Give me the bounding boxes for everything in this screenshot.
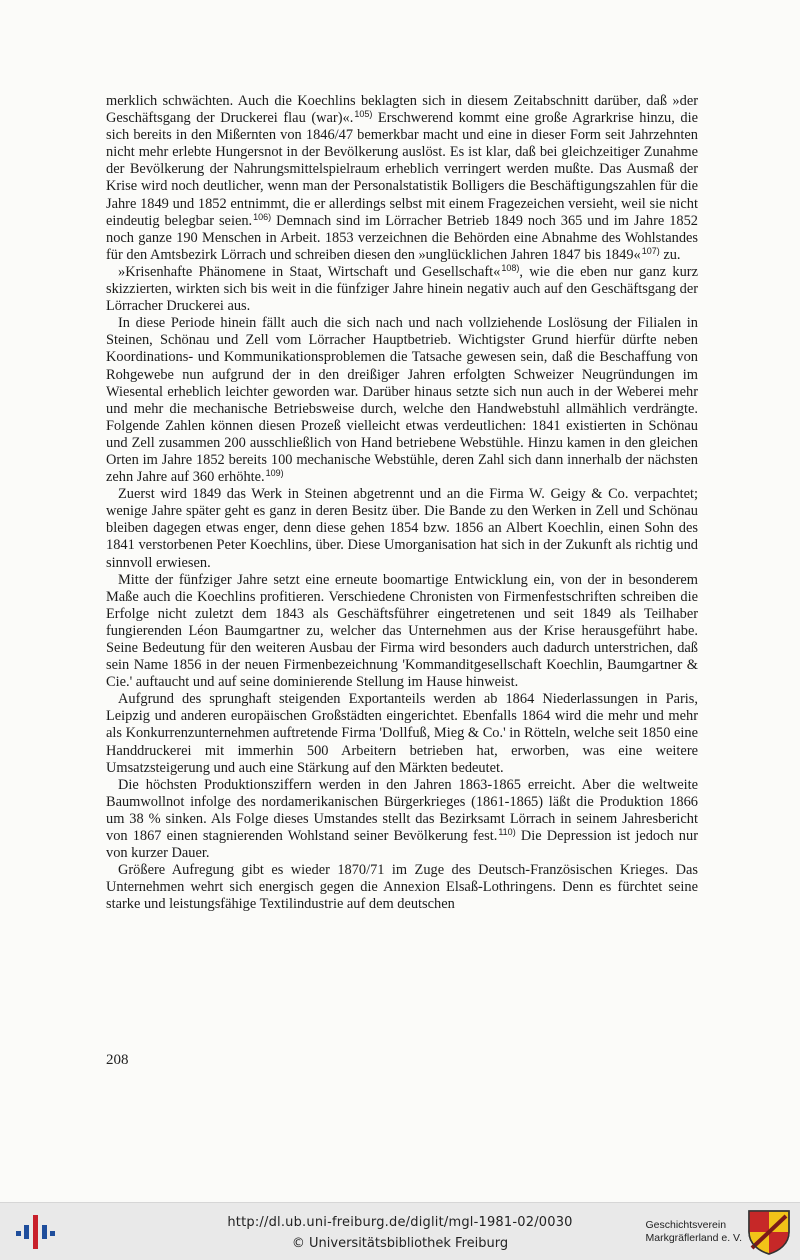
footnote-reference: 109): [265, 468, 284, 479]
society-name-line1: Geschichtsverein: [645, 1219, 727, 1231]
text-run: Demnach sind im Lörracher Betrieb 1849 noch 365 und im Jahre 1852 noch ganze 190 Menschen in Arbeit. 1853 verzeichnen die Behörden eine Abnahme des Wohlstandes für den Amtsbezirk Lörrach und schreiben diesen den »unglücklichen Jahren 1847 bis 1849«: [106, 212, 698, 263]
footnote-reference: 108): [501, 262, 520, 273]
text-run: »Krisenhafte Phänomene in Staat, Wirtschaft und Gesellschaft«: [118, 263, 501, 280]
paragraph: [106, 315, 698, 486]
text-run: In diese Periode hinein fällt auch die sich nach und nach vollziehende Loslösung der Filialen in Steinen, Schönau und Zell vom Lörracher Hauptbetrieb. Wichtigster Grund hierfür dürfte neben Koordinations- und Kommunikationsproblemen die Tatsache gewesen sein, daß die Beschaffung von Rohgewebe nun aufgrund der in den dreißiger Jahren erfolgten Schweizer Neugründungen im Wiesental erheblich leichter geworden war. Darüber hinaus setzte sich nun auch in der Weberei mehr und mehr die mechanische Betriebsweise durch, welche den Handwebstuhl allmählich verdrängte. Folgende Zahlen können diesen Prozeß vielleicht etwas verdeutlichen: 1841 existierten in Schönau und Zell zusammen 200 ausschließlich von Hand betriebene Webstühle. Hinzu kamen in den gleichen Orten im Jahre 1852 bereits 100 mechanische Webstühle, deren Zahl sich dann innerhalb der nächsten zehn Jahre auf 360 erhöhte.: [106, 315, 698, 486]
footnote-reference: 106): [253, 211, 272, 222]
copyright-notice: © Universitätsbibliothek Freiburg: [291, 1236, 509, 1251]
page-number: 208: [106, 1052, 129, 1068]
paragraph: [106, 777, 698, 862]
footnote-reference: 105): [354, 109, 373, 120]
text-run: Aufgrund des sprunghaft steigenden Exportanteils werden ab 1864 Niederlassungen in Paris, Leipzig und anderen europäischen Großstädten eingerichtet. Ebenfalls 1864 wird die mehr und mehr als Konkurrenzunternehmen auftretende Firma 'Dollfuß, Mieg & Co.' in Rötteln, welche seit 1850 eine Handdruckerei mit immerhin 500 Arbeitern betrieben hat, erworben, was eine weitere Umsatzsteigerung und auch eine Stärkung auf den Märkten bedeutet.: [106, 691, 698, 776]
footnote-reference: 110): [498, 827, 516, 838]
text-run: Erschwerend kommt eine große Agrarkrise hinzu, die sich bereits in den Mißernten von 1846/47 bemerkbar macht und eine in dieser Form seit Jahrzehnten nicht mehr erlebte Hungersnot in der Bevölkerung auslöst. Es ist klar, daß bei gleichzeitiger Zunahme der Bevölkerung der Nahrungsmittelspielraum erheblich verringert werden mußte. Das Ausmaß der Krise wird noch deutlicher, wenn man der Personalstatistik Bolligers die Beschäftigungszahlen für die Jahre 1849 und 1852 entnimmt, die er allerdings selbst mit einem Fragezeichen versieht, weil sie nicht eindeutig belegbar seien.: [106, 110, 698, 229]
paragraph: [106, 93, 698, 264]
text-run: Größere Aufregung gibt es wieder 1870/71 im Zuge des Deutsch-Französischen Krieges. Das Unternehmen wehrt sich energisch gegen die Annexion Elsaß-Lothringens. Denn es fürchtet seine starke und leistungsfähige Textilindustrie auf dem deutschen: [106, 862, 698, 913]
society-name-line2: Markgräflerland e. V.: [645, 1232, 742, 1244]
text-run: Die Depression ist jedoch nur von kurzer Dauer.: [106, 828, 698, 862]
viewer-footer: [0, 1202, 800, 1260]
coat-of-arms-icon: [746, 1208, 792, 1256]
paragraph: [106, 486, 698, 571]
paragraph: [106, 862, 698, 913]
text-run: merklich schwächten. Auch die Koechlins beklagten sich in diesem Zeitabschnitt darüber, daß »der Geschäftsgang der Druckerei flau (war)«.: [106, 93, 698, 127]
body-text: [106, 93, 698, 914]
permalink-url[interactable]: http://dl.ub.uni-freiburg.de/diglit/mgl-1981-02/0030: [227, 1215, 573, 1230]
paragraph: [106, 264, 698, 315]
text-run: Die höchsten Produktionsziffern werden in den Jahren 1863-1865 erreicht. Aber die weltweite Baumwollnot infolge des nordamerikanischen Bürgerkrieges (1861-1865) läßt die Produktion 1866 um 38 % sinken. Als Folge dieses Umstandes stellt das Bezirksamt Lörrach in seinem Jahresbericht von 1867 einen stagnierenden Wohlstand seiner Bevölkerung fest.: [106, 776, 698, 845]
text-run: Mitte der fünfziger Jahre setzt eine erneute boomartige Entwicklung ein, von der in besonderem Maße auch die Koechlins profitieren. Verschiedene Chronisten von Firmenfestschriften schreiben die Erfolge nicht zuletzt dem 1843 als Geschäftsführer eingetretenen und seit 1849 als Teilhaber fungierenden Léon Baumgartner zu, welcher das Unternehmen aus der Krise herausgeführt habe. Seine Bedeutung für den weiteren Ausbau der Firma wird besonders auch dadurch unterstrichen, daß sein Name 1856 in der neuen Firmenbezeichnung 'Kommanditgesellschaft Koechlin, Baumgartner & Cie.' auftaucht und auf seine dominierende Stellung im Hause hinweist.: [106, 571, 698, 691]
text-run: zu.: [659, 246, 681, 263]
footnote-reference: 107): [641, 245, 660, 256]
text-run: Zuerst wird 1849 das Werk in Steinen abgetrennt und an die Firma W. Geigy & Co. verpachtet; wenige Jahre später geht es ganz in deren Besitz über. Die Bande zu den Werken in Zell und Schönau bleiben dagegen etwas enger, denn diese gehen 1854 bzw. 1856 an Albert Koechlin, einen Sohn des 1841 verstorbenen Peter Koechlins, über. Diese Umorganisation hat sich in der Zukunft als richtig und sinnvoll erwiesen.: [106, 486, 698, 571]
text-run: , wie die eben nur ganz kurz skizzierten, wirkten sich bis weit in die fünfziger Jahre hinein negativ auch auf den Geschäftsgang der Lörracher Druckerei aus.: [106, 263, 698, 315]
paragraph: [106, 572, 698, 692]
paragraph: [106, 691, 698, 776]
society-name: [646, 1219, 743, 1245]
